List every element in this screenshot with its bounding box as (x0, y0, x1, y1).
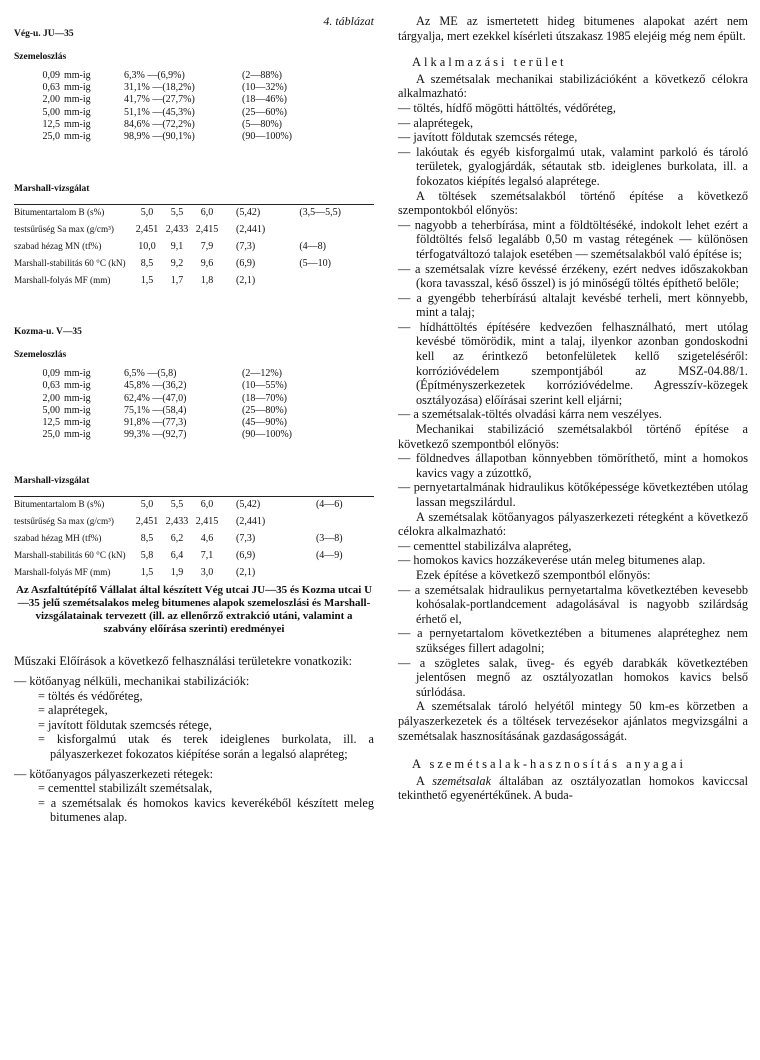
marshall-v1: 5,0 (132, 497, 162, 511)
grain-pct: 84,6% —(72,2%) (124, 118, 195, 130)
grain-unit: mm-ig (64, 118, 91, 130)
marshall-v2: 2,433 (165, 224, 189, 236)
grain-size: 0,09 (42, 368, 60, 380)
list-item: — cementtel stabilizálva alapréteg, (398, 538, 572, 553)
marshall-v2: 1,7 (170, 275, 184, 287)
grain-pct: 31,1% —(18,2%) (124, 82, 195, 94)
marshall-v1: 1,5 (140, 567, 154, 579)
grain-pct: 41,7% —(27,7%) (124, 94, 195, 106)
list-item: — a pernyetartalom következtében a bitumenes alapréteghez nem szükséges fillert adagolni; (398, 626, 748, 655)
grain-size: 5,00 (42, 106, 60, 118)
grain-range: (18—46%) (242, 94, 287, 106)
grain-row (14, 94, 374, 106)
grain-size: 2,00 (42, 392, 60, 404)
marshall-v3: 3,0 (200, 567, 214, 579)
grain-pct: 91,8% —(77,3) (124, 417, 187, 429)
marshall-label: Bitumentartalom B (s%) (14, 205, 132, 219)
marshall-v1: 2,451 (135, 516, 159, 528)
table-caption: Az Aszfaltútépítő Vállalat által készített Vég utcai JU—35 és Kozma utcai U—35 jelű szemétsalakos meleg bitumenes alapok szemeloszlási és Marshall-vizsgálatainak tervezett (ill. az ellenőrző extrakció utáni, valamint a szabvány előírása szerinti) eredményei (15, 584, 373, 636)
list-item: = töltés és védőréteg, (38, 688, 143, 703)
grain-unit: mm-ig (64, 417, 91, 429)
marshall-v3: 6,0 (192, 205, 222, 219)
grain-unit: mm-ig (64, 429, 91, 441)
section2-marshall-table (14, 496, 374, 578)
marshall-label: testsűrűség Sa max (g/cm³) (14, 516, 114, 527)
marshall-r2: (4—8) (299, 241, 326, 253)
list-item: — kötőanyagos pályaszerkezeti rétegek: (14, 766, 214, 781)
table-label: 4. táblázat (323, 14, 374, 28)
right-column (398, 14, 748, 803)
grain-pct: 6,5% —(5,8) (124, 368, 177, 380)
section2-grain-table (14, 368, 374, 441)
grain-row (14, 82, 374, 94)
right-para (398, 774, 748, 803)
marshall-v1: 8,5 (140, 533, 154, 545)
grain-row (14, 417, 374, 429)
list-item: = javított földutak szemcsés rétege, (38, 717, 212, 732)
marshall-row (14, 561, 374, 578)
list-item: — alaprétegek, (398, 115, 474, 130)
section1-title: Vég-u. JU—35 (14, 29, 74, 39)
list-item: — földnedves állapotban könnyebben tömöríthető, mint a homokos kavics vagy a zúzottkő, (398, 451, 748, 480)
marshall-v2: 9,2 (170, 258, 184, 270)
marshall-v3: 2,415 (195, 224, 219, 236)
grain-range: (25—80%) (242, 404, 287, 416)
section1-marshall-table (14, 204, 374, 286)
marshall-label: szabad hézag MN (tf%) (14, 241, 102, 252)
right-para: A szemétsalak kötőanyagos pályaszerkezeti rétegként a következő célokra alkalmazható: (398, 509, 748, 539)
grain-size: 0,09 (42, 70, 60, 81)
grain-unit: mm-ig (64, 82, 91, 94)
marshall-v3: 7,9 (200, 241, 214, 253)
section-heading: A szemétsalak-hasznosítás anyagai (412, 757, 686, 772)
marshall-v2: 1,9 (170, 567, 184, 579)
marshall-r1: (2,441) (236, 516, 266, 528)
grain-range: (2—88%) (242, 70, 282, 81)
list-item: — javított földutak szemcsés rétege, (398, 130, 578, 145)
grain-size: 0,63 (42, 82, 60, 94)
marshall-row (14, 269, 374, 286)
grain-pct: 51,1% —(45,3%) (124, 106, 195, 118)
marshall-v1: 5,8 (140, 550, 154, 562)
marshall-row (14, 497, 374, 511)
marshall-r1: (6,9) (236, 550, 256, 562)
list-item: = a szemétsalak és homokos kavics keverékéből készített meleg bitumenes alap. (38, 795, 374, 825)
list-item: — a szögletes salak, üveg- és egyéb darabkák következtében jelentősen megnő az osztályozatlan homokos kavics belső súrlódása. (398, 655, 748, 699)
grain-unit: mm-ig (64, 106, 91, 118)
marshall-row (14, 252, 374, 269)
grain-pct: 98,9% —(90,1%) (124, 131, 195, 143)
marshall-v1: 8,5 (140, 258, 154, 270)
grain-size: 25,0 (42, 429, 60, 441)
marshall-label: Marshall-stabilitás 60 °C (kN) (14, 550, 126, 561)
grain-size: 12,5 (42, 118, 60, 130)
marshall-v2: 5,5 (162, 205, 192, 219)
grain-range: (90—100%) (242, 429, 292, 441)
marshall-row (14, 544, 374, 561)
marshall-r2: (4—6) (316, 497, 374, 511)
section2-title: Kozma-u. V—35 (14, 327, 82, 338)
grain-range: (18—70%) (242, 392, 287, 404)
right-para: A szemétsalak tároló helyétől mintegy 50 km-es körzetben a pályaszerkezetek és a töltések tervezésekor ajánlatos megvizsgálni a szemétsalak hasznosításának gazdaságosságát. (398, 699, 748, 743)
list-item: — homokos kavics hozzákeverése után meleg bitumenes alap. (398, 553, 706, 568)
grain-row (14, 405, 374, 417)
marshall-r1: (6,9) (236, 258, 256, 270)
marshall-row (14, 527, 374, 544)
list-item: — a szemétsalak-töltés olvadási kárra nem veszélyes. (398, 407, 662, 422)
grain-row (14, 368, 374, 380)
grain-size: 5,00 (42, 404, 60, 416)
marshall-label: Bitumentartalom B (s%) (14, 497, 132, 511)
grain-unit: mm-ig (64, 70, 91, 81)
grain-range: (2—12%) (242, 368, 282, 380)
grain-unit: mm-ig (64, 368, 91, 380)
marshall-r1: (7,3) (236, 241, 256, 253)
marshall-v1: 2,451 (135, 224, 159, 236)
grain-range: (25—60%) (242, 106, 287, 118)
grain-row (14, 70, 374, 82)
marshall-r1: (5,42) (222, 205, 299, 219)
right-para: Mechanikai stabilizáció szemétsalakból történő építése a következő szempontból előnyös: (398, 422, 748, 451)
marshall-label: Marshall-folyás MF (mm) (14, 567, 111, 578)
grain-unit: mm-ig (64, 380, 91, 392)
para-text: A (416, 773, 433, 788)
marshall-v3: 2,415 (195, 516, 219, 528)
marshall-r2 (316, 510, 374, 527)
section1-grain-table (14, 70, 374, 143)
list-item: = kisforgalmú utak és terek ideiglenes burkolata, ill. a pályaszerkezet fokozatos kiépítése során a legalsó alapréteg; (38, 732, 374, 761)
marshall-v3: 4,6 (200, 533, 214, 545)
marshall-r2 (316, 561, 374, 578)
grain-row (14, 119, 374, 131)
marshall-r2: (5—10) (299, 258, 331, 270)
list-item: — pernyetartalmának hidraulikus kötőképessége következtében utólag lassan megszilárdul. (398, 480, 748, 509)
list-item: = alaprétegek, (38, 703, 108, 718)
grain-size: 2,00 (42, 94, 60, 106)
marshall-label: Marshall-folyás MF (mm) (14, 275, 111, 286)
list-item: — a szemétsalak hidraulikus pernyetartalma következtében kevesebb kohósalak-portlandcement adagolásával is nagyobb szilárdság érhető el, (398, 582, 748, 626)
grain-row (14, 131, 374, 143)
marshall-v2: 9,1 (170, 241, 184, 253)
marshall-r1: (7,3) (236, 533, 256, 545)
right-para: Az ME az ismertetett hideg bitumenes alapokat azért nem tárgyalja, mert ezekkel kísérleti útszakasz 1985 elejéig még nem épült. (398, 14, 748, 43)
right-para: A szemétsalak mechanikai stabilizációként a következő célokra alkalmazható: (398, 71, 748, 101)
marshall-v2: 6,4 (170, 550, 184, 562)
marshall-r2: (3,5—5,5) (299, 205, 374, 219)
grain-size: 0,63 (42, 380, 60, 392)
section-heading: Alkalmazási terület (412, 55, 567, 70)
marshall-row (14, 235, 374, 252)
marshall-v3: 7,1 (200, 550, 214, 562)
grain-range: (45—90%) (242, 417, 287, 429)
marshall-v2: 2,433 (165, 516, 189, 528)
marshall-r2: (4—9) (315, 550, 343, 562)
grain-pct: 99,3% —(92,7) (124, 429, 187, 441)
grain-range: (10—55%) (242, 380, 287, 392)
grain-pct: 45,8% —(36,2) (124, 380, 187, 392)
grain-row (14, 107, 374, 119)
marshall-v1: 5,0 (132, 205, 162, 219)
grain-pct: 6,3% —(6,9%) (124, 70, 185, 81)
marshall-r1: (2,441) (236, 224, 266, 236)
grain-pct: 75,1% —(58,4) (124, 404, 187, 416)
marshall-r2 (299, 269, 374, 286)
marshall-label: szabad hézag MH (tf%) (14, 533, 102, 544)
marshall-v2: 6,2 (170, 533, 184, 545)
list-item: — kötőanyag nélküli, mechanikai stabilizációk: (14, 674, 250, 689)
marshall-r2 (299, 218, 374, 235)
marshall-label: testsűrűség Sa max (g/cm³) (14, 224, 114, 235)
section2-grain-title: Szemeloszlás (14, 350, 67, 361)
grain-range: (5—80%) (242, 118, 282, 130)
right-para: Ezek építése a következő szempontból előnyös: (416, 567, 651, 582)
marshall-row (14, 510, 374, 527)
marshall-r2: (3—8) (315, 533, 343, 545)
marshall-row (14, 218, 374, 235)
grain-size: 12,5 (42, 417, 60, 429)
para-emphasis: szemétsalak (432, 773, 492, 788)
section1-marshall-title: Marshall-vizsgálat (14, 184, 90, 195)
list-item: — lakóutak és egyéb kisforgalmú utak, valamint parkoló és tároló területek, gyalogjárdák, sétautak stb. ideiglenes burkolata, ill. a fokozatos kiépítés legalsó alaprétege. (398, 144, 748, 188)
grain-size: 25,0 (42, 131, 60, 143)
right-para: A töltések szemétsalakból történő építése a következő szempontokból előnyös: (398, 188, 748, 218)
marshall-v3: 1,8 (200, 275, 214, 287)
para-text: általában az osztályozatlan homokos kaviccsal tekinthető egyenértékűnek. A buda- (398, 773, 748, 803)
marshall-label: Marshall-stabilitás 60 °C (kN) (14, 258, 126, 269)
left-para: Műszaki Előírások a következő felhasználási területekre vonatkozik: (14, 654, 353, 669)
marshall-r1: (2,1) (236, 567, 256, 579)
marshall-v3: 9,6 (200, 258, 214, 270)
grain-row (14, 380, 374, 392)
list-item: — töltés, hídfő mögötti háttöltés, védőréteg, (398, 100, 616, 115)
grain-row (14, 393, 374, 405)
list-item: = cementtel stabilizált szemétsalak, (38, 781, 213, 796)
grain-unit: mm-ig (64, 94, 91, 106)
marshall-v2: 5,5 (162, 497, 192, 511)
marshall-v3: 6,0 (192, 497, 222, 511)
grain-pct: 62,4% —(47,0) (124, 392, 187, 404)
grain-range: (10—32%) (242, 82, 287, 94)
list-item: — a szemétsalak vízre kevéssé érzékeny, ezért nedves időszakokban (kora tavasszal, késő ősszel) is jó minőségű töltés építhető belőle; (398, 261, 748, 291)
section2-marshall-title: Marshall-vizsgálat (14, 476, 90, 487)
list-item: — nagyobb a teherbírása, mint a földtöltéséké, indokolt lehet ezért a földtöltés felső legalább 0,50 m vastag rétegének — különösen térfogatváltozó talajok esetében — szemétsalakból való építése is; (398, 217, 748, 261)
grain-unit: mm-ig (64, 131, 91, 143)
marshall-v1: 1,5 (140, 275, 154, 287)
marshall-row (14, 205, 374, 219)
left-column (14, 14, 374, 825)
grain-range: (90—100%) (242, 131, 292, 143)
marshall-v1: 10,0 (138, 241, 156, 253)
list-item: — a gyengébb teherbírású altalajt kevésbé terheli, mert könnyebb, mint a talaj; (398, 290, 748, 320)
grain-unit: mm-ig (64, 404, 91, 416)
grain-row (14, 429, 374, 441)
list-item: — hídháttöltés építésére kedvezően felhasználható, mert utólag kevésbé tömörödik, mint a talaj, ilyenkor azonban gondoskodni kell az érintkező betonfelületek kellő szigeteléséről: korrózióvédelem szempontjából az MSZ-04.88/1. (Építményszerkezetek korrózióvédelme. Agresszív-közegek osztályozása) előírásai szerint kell eljárni; (398, 319, 748, 407)
marshall-r1: (2,1) (236, 275, 256, 287)
left-body (14, 654, 374, 825)
grain-unit: mm-ig (64, 392, 91, 404)
section1-grain-title: Szemeloszlás (14, 52, 67, 62)
marshall-r1: (5,42) (222, 497, 316, 511)
